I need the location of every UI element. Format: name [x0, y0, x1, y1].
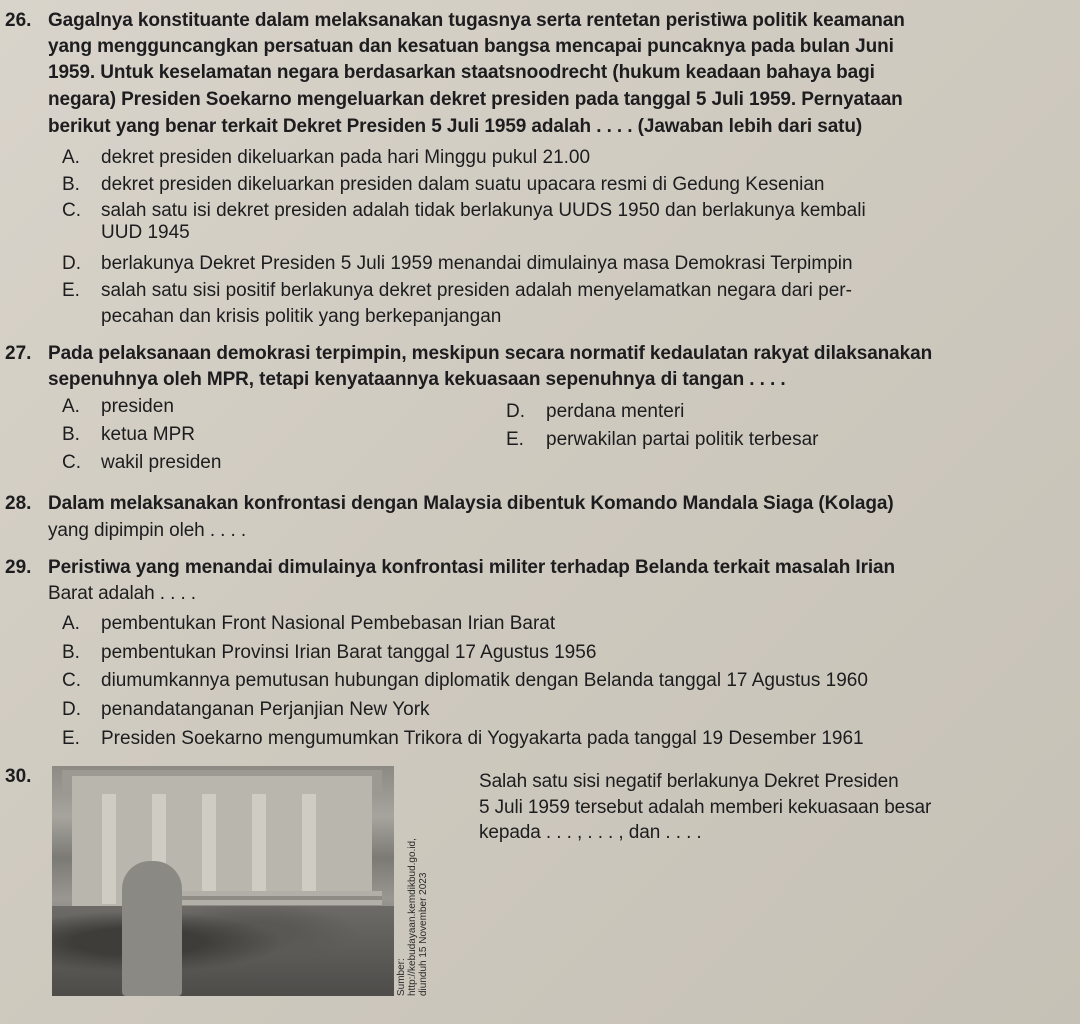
option-letter: E.: [62, 280, 80, 301]
option-text: berlakunya Dekret Presiden 5 Juli 1959 menandai dimulainya masa Demokrasi Terpimpin: [101, 253, 853, 274]
option-letter: A.: [62, 147, 80, 168]
question-number: 26.: [5, 10, 32, 31]
question-text-line: yang mengguncangkan persatuan dan kesatuan bangsa mencapai puncaknya pada bulan Juni: [48, 36, 894, 57]
question-number: 28.: [5, 493, 32, 514]
option-letter: B.: [62, 424, 80, 445]
option-letter: E.: [62, 728, 80, 749]
option-letter: B.: [62, 174, 80, 195]
question-text-line: yang dipimpin oleh . . . .: [48, 520, 247, 541]
option-letter: C.: [62, 452, 81, 473]
historical-photo-gedung: [52, 766, 394, 996]
question-text-line: kepada . . . , . . . , dan . . . .: [479, 822, 702, 843]
option-text: salah satu isi dekret presiden adalah tidak berlakunya UUDS 1950 dan berlakunya kembali: [101, 200, 866, 221]
question-number: 29.: [5, 557, 32, 578]
question-text-line: berikut yang benar terkait Dekret Presiden 5 Juli 1959 adalah . . . . (Jawaban lebih dari satu): [48, 116, 863, 137]
option-text: pembentukan Front Nasional Pembebasan Irian Barat: [101, 613, 556, 634]
option-letter: D.: [62, 253, 81, 274]
option-text-continued: pecahan dan krisis politik yang berkepanjangan: [101, 306, 502, 327]
option-letter: C.: [62, 670, 81, 691]
question-text-line: negara) Presiden Soekarno mengeluarkan dekret presiden pada tanggal 5 Juli 1959. Pernyataan: [48, 89, 903, 110]
option-text: diumumkannya pemutusan hubungan diplomatik dengan Belanda tanggal 17 Agustus 1960: [101, 670, 868, 691]
option-text: salah satu sisi positif berlakunya dekret presiden adalah menyelamatkan negara dari per-: [101, 280, 852, 301]
option-text: penandatanganan Perjanjian New York: [101, 699, 430, 720]
option-letter: A.: [62, 613, 80, 634]
question-text-line: Pada pelaksanaan demokrasi terpimpin, meskipun secara normatif kedaulatan rakyat dilaksanakan: [48, 343, 933, 364]
option-text: dekret presiden dikeluarkan presiden dalam suatu upacara resmi di Gedung Kesenian: [101, 174, 825, 195]
question-text-line: Dalam melaksanakan konfrontasi dengan Malaysia dibentuk Komando Mandala Siaga (Kolaga): [48, 493, 894, 514]
option-text: Presiden Soekarno mengumumkan Trikora di Yogyakarta pada tanggal 19 Desember 1961: [101, 728, 864, 749]
question-number: 27.: [5, 343, 32, 364]
option-letter: B.: [62, 642, 80, 663]
option-text: presiden: [101, 396, 174, 417]
question-text-line: 5 Juli 1959 tersebut adalah memberi kekuasaan besar: [479, 797, 932, 818]
question-text-line: Salah satu sisi negatif berlakunya Dekret Presiden: [479, 771, 899, 792]
option-text: pembentukan Provinsi Irian Barat tanggal 17 Agustus 1956: [101, 642, 597, 663]
question-text-line: sepenuhnya oleh MPR, tetapi kenyataannya kekuasaan sepenuhnya di tangan . . . .: [48, 369, 786, 390]
option-letter: A.: [62, 396, 80, 417]
option-text: perwakilan partai politik terbesar: [546, 429, 819, 450]
option-letter: E.: [506, 429, 524, 450]
question-text-line: Gagalnya konstituante dalam melaksanakan tugasnya serta rentetan peristiwa politik keamanan: [48, 10, 905, 31]
question-text-line: 1959. Untuk keselamatan negara berdasarkan staatsnoodrecht (hukum keadaan bahaya bagi: [48, 62, 875, 83]
option-text: wakil presiden: [101, 452, 222, 473]
option-text: perdana menteri: [546, 401, 685, 422]
option-text: ketua MPR: [101, 424, 195, 445]
option-letter: D.: [506, 401, 525, 422]
question-number: 30.: [5, 766, 32, 787]
question-text-line: Barat adalah . . . .: [48, 583, 196, 604]
option-text-continued: UUD 1945: [101, 222, 190, 243]
option-text: dekret presiden dikeluarkan pada hari Minggu pukul 21.00: [101, 147, 591, 168]
option-letter: D.: [62, 699, 81, 720]
photo-source-caption: Sumber: http://kebudayaan.kemdikbud.go.id, diunduh 15 November 2023: [396, 838, 429, 996]
option-letter: C.: [62, 200, 81, 221]
question-text-line: Peristiwa yang menandai dimulainya konfrontasi militer terhadap Belanda terkait masalah Irian: [48, 557, 896, 578]
